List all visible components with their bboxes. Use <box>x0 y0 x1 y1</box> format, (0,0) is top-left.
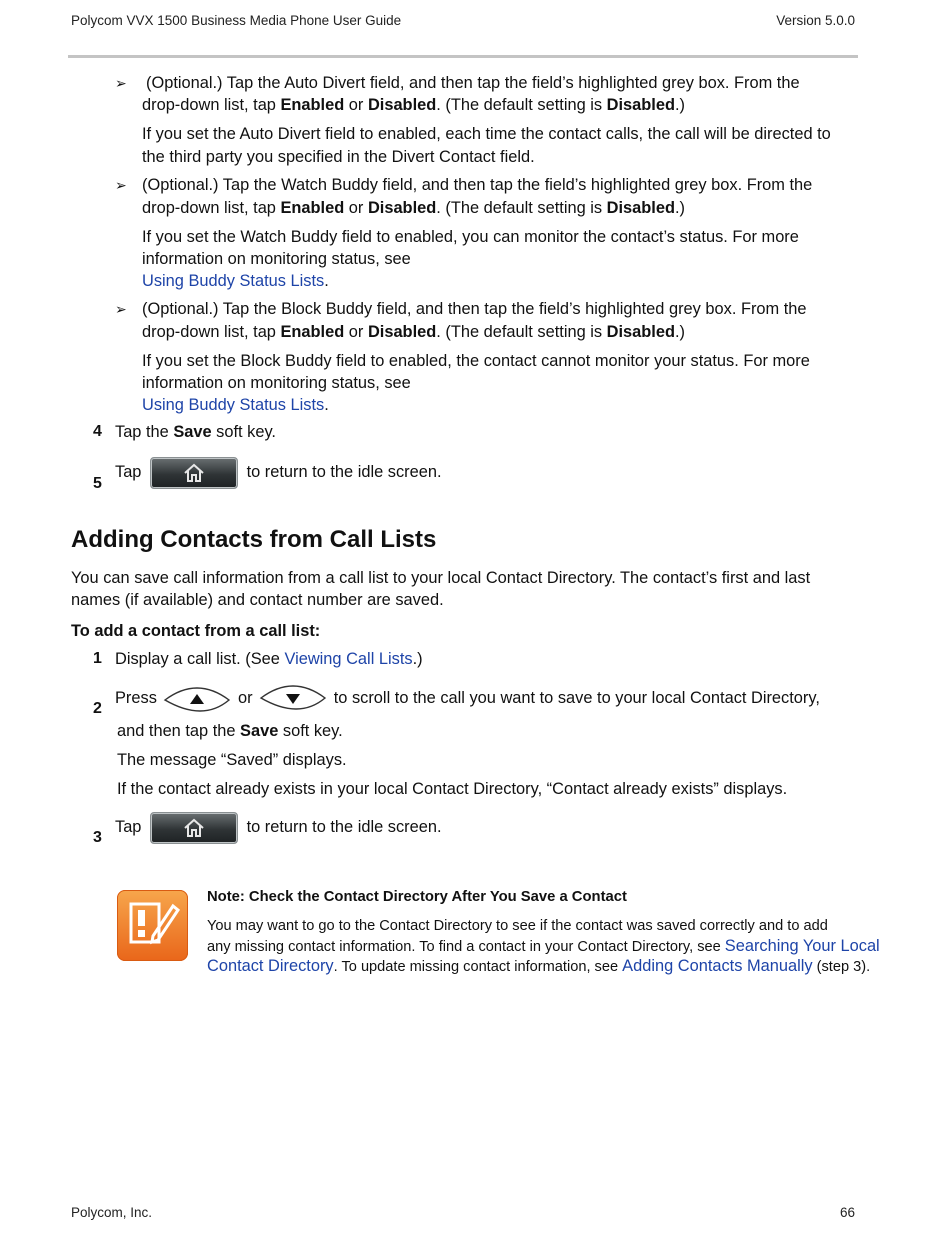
watch-buddy-para1: If you set the Watch Buddy field to enabled, you can monitor the contact’s status. For more <box>142 228 799 246</box>
step-4-text: Tap the Save soft key. <box>115 423 276 441</box>
step-number: 4 <box>93 423 102 440</box>
header-title: Polycom VVX 1500 Business Media Phone User Guide <box>71 13 402 28</box>
step-5-text: Tap to return to the idle screen. <box>115 454 442 490</box>
section-intro-line2: names (if available) and contact number are saved. <box>71 591 444 609</box>
step-1-text: Display a call list. (See Viewing Call Lists.) <box>115 650 423 668</box>
block-buddy-line1: (Optional.) Tap the Block Buddy field, and then tap the field’s highlighted grey box. From the <box>142 300 807 318</box>
arrow-bullet-icon: ➢ <box>115 301 127 317</box>
auto-divert-para2: the third party you specified in the Divert Contact field. <box>142 148 535 166</box>
searching-local-contact-directory-link[interactable]: Searching Your Local Contact Directory <box>207 936 880 975</box>
step-number: 3 <box>93 829 102 846</box>
section-intro-line1: You can save call information from a call list to your local Contact Directory. The contact’s first and last <box>71 569 811 587</box>
home-button[interactable] <box>150 812 238 844</box>
note-pencil-icon <box>117 890 188 961</box>
step-2-line1: Press or to scroll to the call you want to save to your local Contact Directory, <box>115 680 820 716</box>
note-title: Note: Check the Contact Directory After You Save a Contact <box>207 889 627 905</box>
header-rule <box>68 55 858 58</box>
using-buddy-status-lists-link[interactable]: Using Buddy Status Lists <box>142 272 325 290</box>
watch-buddy-line2: drop-down list, tap Enabled or Disabled. (The default setting is Disabled.) <box>142 199 685 217</box>
using-buddy-status-lists-link[interactable]: Using Buddy Status Lists <box>142 396 325 414</box>
header-version: Version 5.0.0 <box>776 13 855 28</box>
up-arrow-key-icon <box>163 684 231 718</box>
footer-page-number: 66 <box>839 1205 855 1220</box>
block-buddy-para1: If you set the Block Buddy field to enabled, the contact cannot monitor your status. For more <box>142 352 810 370</box>
up-arrow-key[interactable] <box>163 684 231 714</box>
section-heading: Adding Contacts from Call Lists <box>71 526 437 553</box>
step-2-message-exists: If the contact already exists in your local Contact Directory, “Contact already exists” displays. <box>117 780 788 798</box>
viewing-call-lists-link[interactable]: Viewing Call Lists <box>284 650 413 668</box>
home-button[interactable] <box>150 457 238 489</box>
down-arrow-key[interactable] <box>259 684 327 714</box>
block-buddy-para2: information on monitoring status, see <box>142 374 411 392</box>
footer-company: Polycom, Inc. <box>71 1205 153 1220</box>
step-number: 1 <box>93 650 102 667</box>
block-buddy-link-line: Using Buddy Status Lists. <box>142 396 329 414</box>
home-icon <box>183 463 205 483</box>
step-2-line2: and then tap the Save soft key. <box>117 722 343 740</box>
arrow-bullet-icon: ➢ <box>115 75 127 91</box>
home-icon <box>183 818 205 838</box>
step-3-text: Tap to return to the idle screen. <box>115 809 442 845</box>
auto-divert-para1: If you set the Auto Divert field to enabled, each time the contact calls, the call will be directed to <box>142 125 831 143</box>
auto-divert-line1: (Optional.) Tap the Auto Divert field, and then tap the field’s highlighted grey box. From the <box>146 74 800 92</box>
auto-divert-line2: drop-down list, tap Enabled or Disabled. (The default setting is Disabled.) <box>142 96 685 114</box>
watch-buddy-line1: (Optional.) Tap the Watch Buddy field, and then tap the field’s highlighted grey box. From the <box>142 176 813 194</box>
arrow-bullet-icon: ➢ <box>115 177 127 193</box>
step-2-message-saved: The message “Saved” displays. <box>117 751 347 769</box>
step-number: 2 <box>93 700 102 717</box>
block-buddy-line2: drop-down list, tap Enabled or Disabled. (The default setting is Disabled.) <box>142 323 685 341</box>
note-body: You may want to go to the Contact Directory to see if the contact was saved correctly and to add any missing contact information. To find a contact in your Contact Directory, see Searching Your Local Contact Directory. To update missing contact information, see Adding Contacts Manually (step 3). <box>207 918 880 975</box>
step-number: 5 <box>93 475 102 492</box>
adding-contacts-manually-link[interactable]: Adding Contacts Manually <box>622 957 813 975</box>
procedure-heading: To add a contact from a call list: <box>71 622 321 640</box>
down-arrow-key-icon <box>259 684 327 718</box>
watch-buddy-link-line: Using Buddy Status Lists. <box>142 272 329 290</box>
watch-buddy-para2: information on monitoring status, see <box>142 250 411 268</box>
